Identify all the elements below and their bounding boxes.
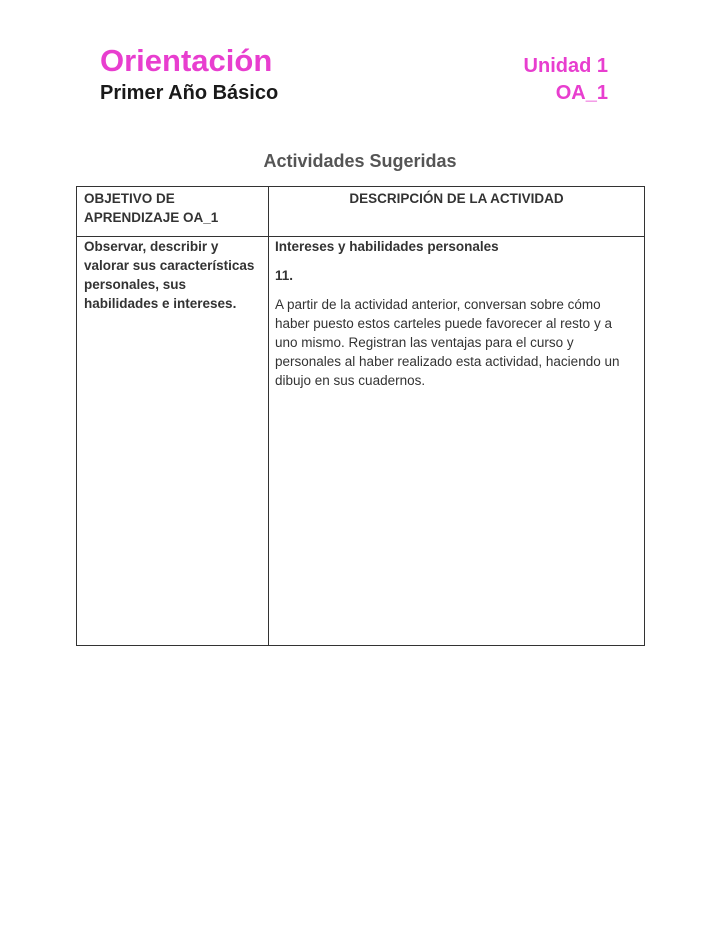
unit-label: Unidad 1 bbox=[523, 55, 608, 77]
activity-number: 11. bbox=[275, 268, 294, 283]
description-header: DESCRIPCIÓN DE LA ACTIVIDAD bbox=[269, 187, 645, 237]
objective-text: Observar, describir y valorar sus características personales, sus habilidades e intereses. bbox=[84, 239, 255, 311]
grade-title: Primer Año Básico bbox=[100, 82, 279, 104]
subject-title: Orientación bbox=[100, 43, 273, 78]
section-heading: Actividades Sugeridas bbox=[263, 151, 457, 171]
activity-title: Intereses y habilidades personales bbox=[275, 239, 499, 254]
table-header-row bbox=[77, 187, 645, 237]
activity-description: A partir de la actividad anterior, conversan sobre cómo haber puesto estos carteles puede favorecer al resto y a uno mismo. Registran las ventajas para el curso y personales al haber realizado esta actividad, haciendo un dibujo en sus cuadernos. bbox=[275, 297, 620, 388]
description-cell bbox=[269, 237, 645, 646]
objective-cell bbox=[77, 237, 269, 646]
oa-label: OA_1 bbox=[555, 82, 608, 104]
activity-table bbox=[76, 186, 645, 646]
table-row bbox=[77, 237, 645, 646]
objective-header: OBJETIVO DE APRENDIZAJE OA_1 bbox=[77, 187, 269, 237]
